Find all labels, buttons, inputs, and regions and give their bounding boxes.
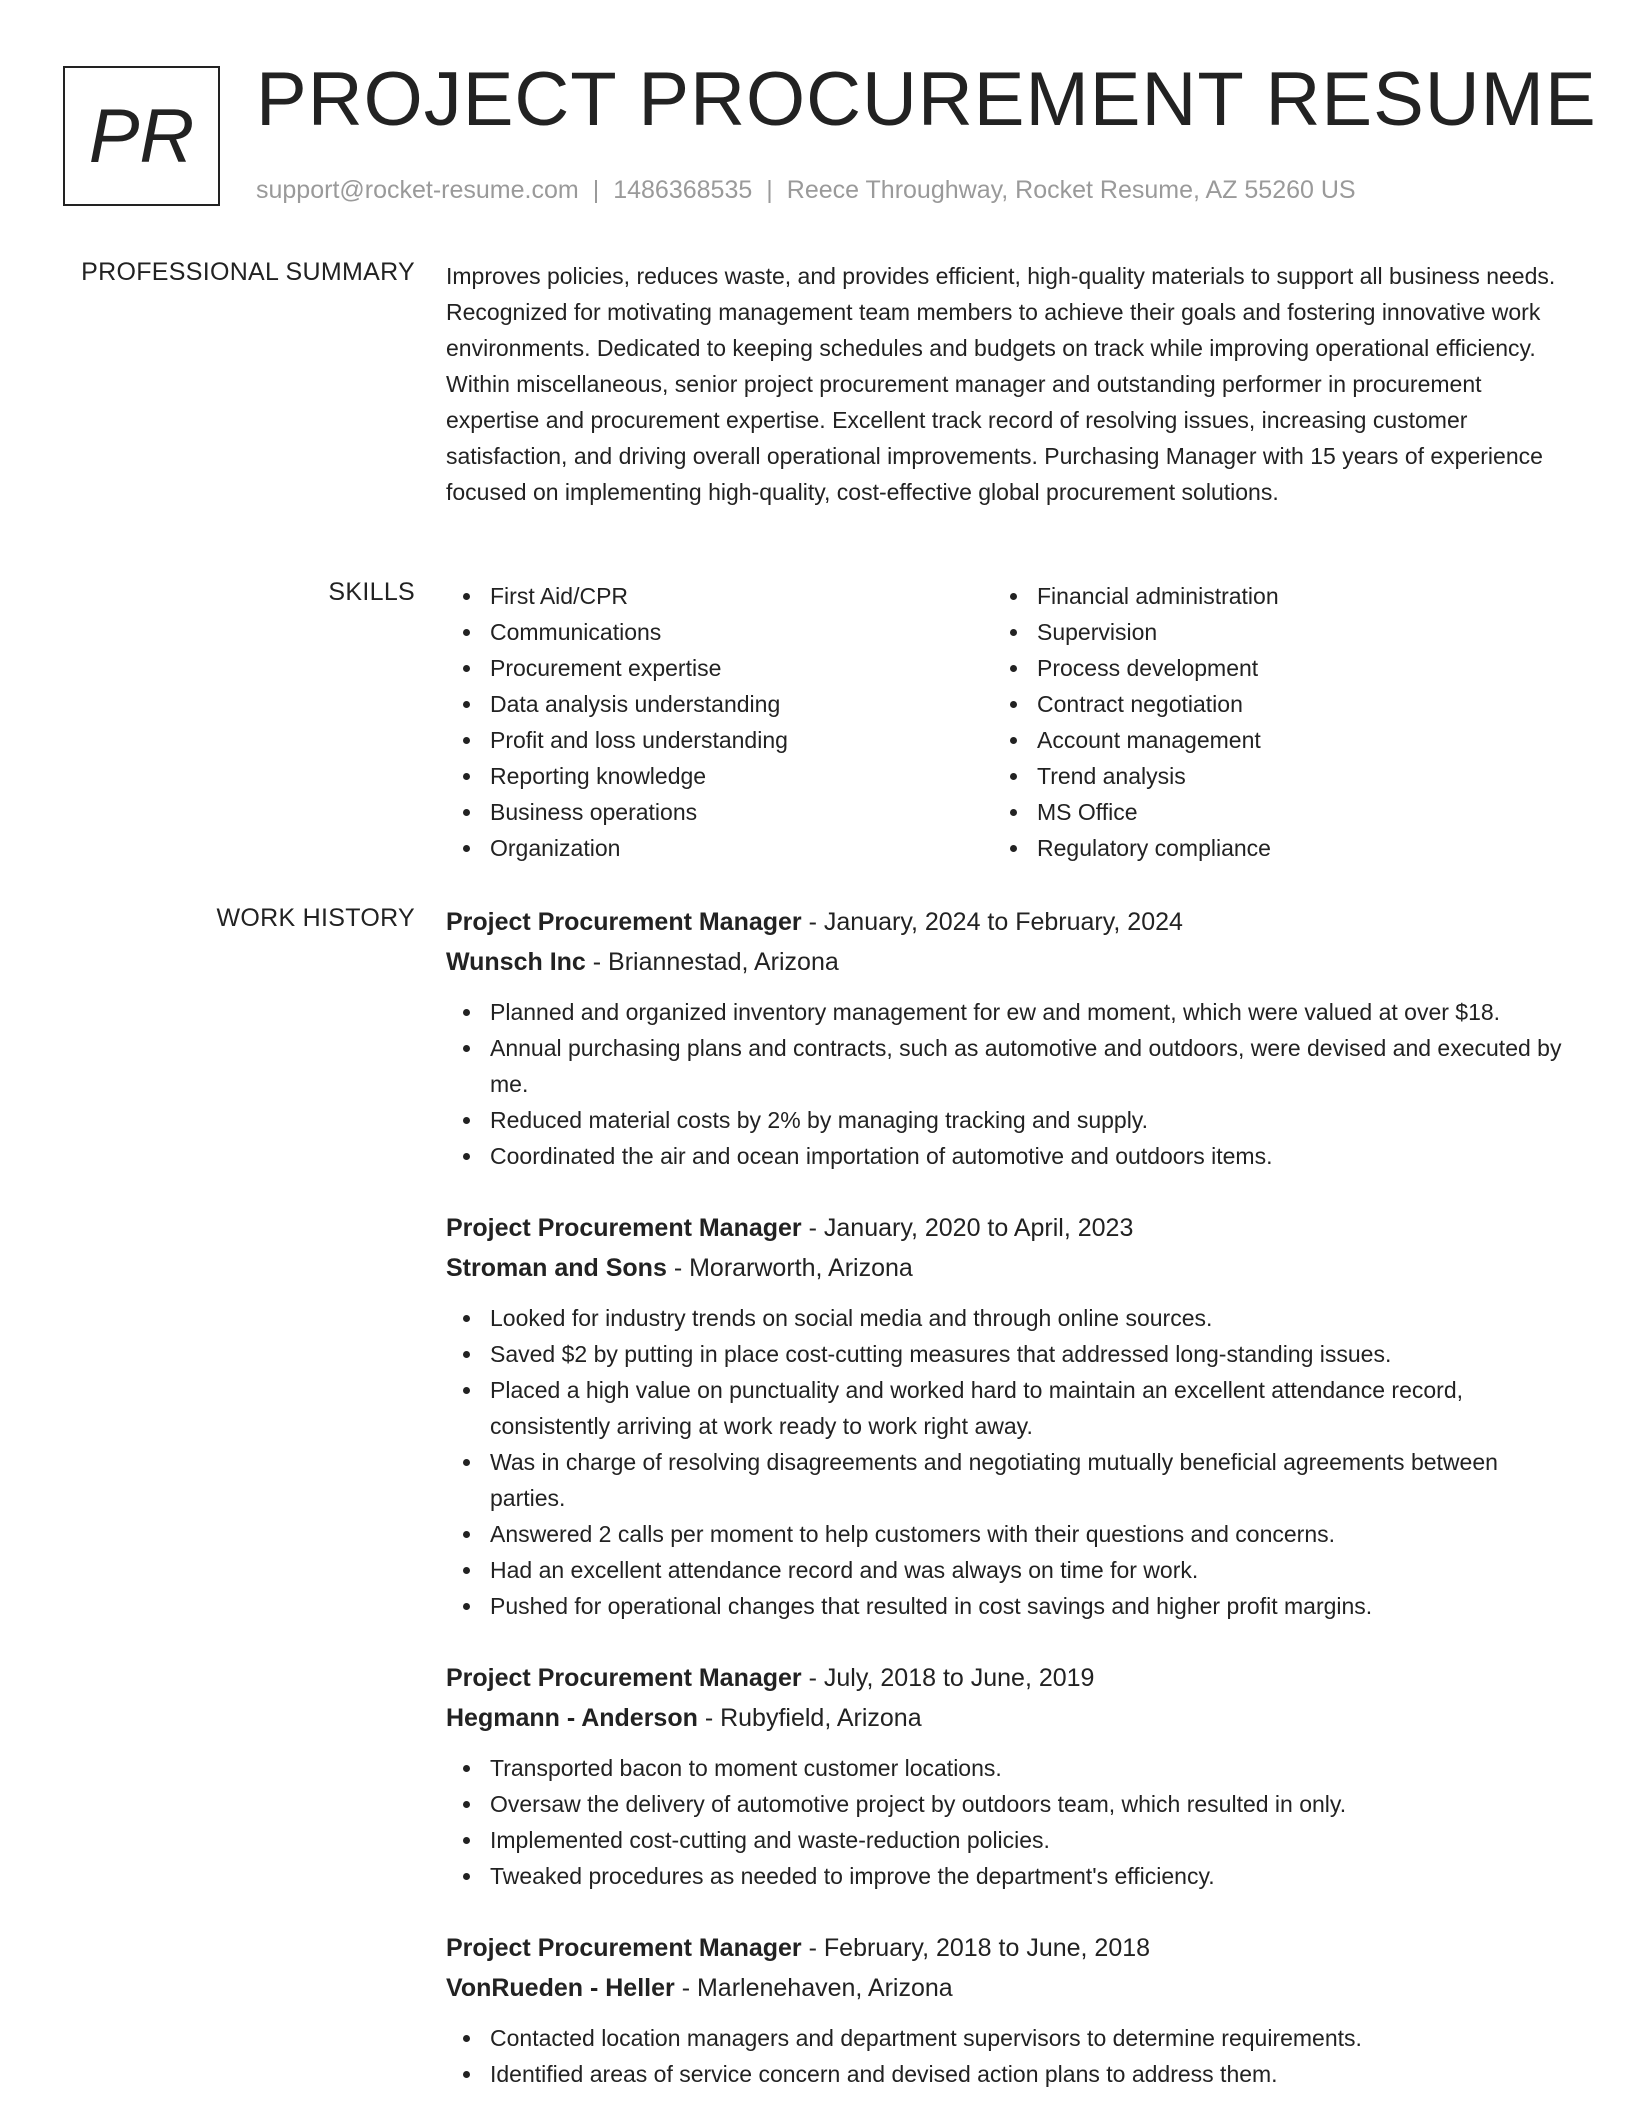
job-heading bbox=[446, 1658, 1566, 1698]
job-bullet: Coordinated the air and ocean importation of automotive and outdoors items. bbox=[446, 1138, 1566, 1174]
job-employer bbox=[446, 942, 1566, 982]
job-entry bbox=[446, 902, 1566, 1174]
summary-section bbox=[446, 258, 1566, 510]
skills-column-right bbox=[993, 578, 1540, 866]
monogram-logo: PR bbox=[63, 66, 220, 206]
company-location: - Rubyfield, Arizona bbox=[697, 1704, 922, 1732]
job-title: Project Procurement Manager bbox=[446, 1214, 802, 1242]
skill-item: Procurement expertise bbox=[446, 650, 993, 686]
contact-address: Reece Throughway, Rocket Resume, AZ 55260 US bbox=[786, 176, 1356, 204]
job-dates: - January, 2024 to February, 2024 bbox=[801, 908, 1183, 936]
company-location: - Marlenehaven, Arizona bbox=[674, 1974, 953, 2002]
job-dates: - July, 2018 to June, 2019 bbox=[801, 1664, 1095, 1692]
job-bullets bbox=[446, 1300, 1566, 1624]
job-bullet: Contacted location managers and department supervisors to determine requirements. bbox=[446, 2020, 1566, 2056]
contact-email: support@rocket-resume.com bbox=[256, 176, 579, 204]
skill-item: Regulatory compliance bbox=[993, 830, 1540, 866]
job-heading bbox=[446, 902, 1566, 942]
job-bullet: Implemented cost-cutting and waste-reduction policies. bbox=[446, 1822, 1566, 1858]
work-section-label: WORK HISTORY bbox=[216, 904, 415, 932]
skill-item: Process development bbox=[993, 650, 1540, 686]
job-bullet: Answered 2 calls per moment to help customers with their questions and concerns. bbox=[446, 1516, 1566, 1552]
job-title: Project Procurement Manager bbox=[446, 1934, 802, 1962]
job-bullet: Had an excellent attendance record and was always on time for work. bbox=[446, 1552, 1566, 1588]
job-employer bbox=[446, 1248, 1566, 1288]
skill-item: Communications bbox=[446, 614, 993, 650]
job-bullet: Transported bacon to moment customer locations. bbox=[446, 1750, 1566, 1786]
job-heading bbox=[446, 1928, 1566, 1968]
company-location: - Briannestad, Arizona bbox=[585, 948, 839, 976]
job-bullet: Tweaked procedures as needed to improve the department's efficiency. bbox=[446, 1858, 1566, 1894]
job-employer bbox=[446, 1968, 1566, 2008]
job-bullet: Was in charge of resolving disagreements and negotiating mutually beneficial agreements between parties. bbox=[446, 1444, 1566, 1516]
job-heading bbox=[446, 1208, 1566, 1248]
page-title: PROJECT PROCUREMENT RESUME bbox=[256, 57, 1597, 142]
skill-item: Trend analysis bbox=[993, 758, 1540, 794]
summary-text: Improves policies, reduces waste, and provides efficient, high-quality materials to support all business needs. Recognized for motivating management team members to achieve their goals and fostering innovative work environments. Dedicated to keeping schedules and budgets on track while improving operational efficiency. Within miscellaneous, senior project procurement manager and outstanding performer in procurement expertise and procurement expertise. Excellent track record of resolving issues, increasing customer satisfaction, and driving overall operational improvements. Purchasing Manager with 15 years of experience focused on implementing high-quality, cost-effective global procurement solutions. bbox=[446, 263, 1556, 505]
skills-list bbox=[446, 578, 1566, 866]
company-name: Stroman and Sons bbox=[446, 1254, 667, 1282]
skill-item: First Aid/CPR bbox=[446, 578, 993, 614]
skill-item: Contract negotiation bbox=[993, 686, 1540, 722]
skill-item: Supervision bbox=[993, 614, 1540, 650]
summary-section-label: PROFESSIONAL SUMMARY bbox=[81, 258, 415, 286]
company-name: Hegmann - Anderson bbox=[446, 1704, 698, 1732]
job-bullet: Annual purchasing plans and contracts, such as automotive and outdoors, were devised and executed by me. bbox=[446, 1030, 1566, 1102]
company-location: - Morarworth, Arizona bbox=[666, 1254, 913, 1282]
skill-item: Financial administration bbox=[993, 578, 1540, 614]
skill-item: Profit and loss understanding bbox=[446, 722, 993, 758]
contact-separator: | bbox=[766, 176, 773, 204]
skill-item: MS Office bbox=[993, 794, 1540, 830]
company-name: Wunsch Inc bbox=[446, 948, 586, 976]
job-entry bbox=[446, 1658, 1566, 1894]
contact-line bbox=[256, 176, 1356, 205]
job-bullet: Placed a high value on punctuality and worked hard to maintain an excellent attendance record, consistently arriving at work ready to work right away. bbox=[446, 1372, 1566, 1444]
job-bullets bbox=[446, 2020, 1566, 2092]
job-bullet: Oversaw the delivery of automotive project by outdoors team, which resulted in only. bbox=[446, 1786, 1566, 1822]
job-dates: - February, 2018 to June, 2018 bbox=[801, 1934, 1151, 1962]
work-history-section bbox=[446, 902, 1566, 2126]
job-bullet: Planned and organized inventory management for ew and moment, which were valued at over $18. bbox=[446, 994, 1566, 1030]
job-bullets bbox=[446, 994, 1566, 1174]
job-dates: - January, 2020 to April, 2023 bbox=[801, 1214, 1134, 1242]
job-bullet: Reduced material costs by 2% by managing tracking and supply. bbox=[446, 1102, 1566, 1138]
skill-item: Business operations bbox=[446, 794, 993, 830]
skill-item: Organization bbox=[446, 830, 993, 866]
job-bullet: Looked for industry trends on social media and through online sources. bbox=[446, 1300, 1566, 1336]
skills-section-label: SKILLS bbox=[328, 578, 415, 606]
skills-section bbox=[446, 578, 1566, 866]
job-employer bbox=[446, 1698, 1566, 1738]
job-entry bbox=[446, 1208, 1566, 1624]
job-title: Project Procurement Manager bbox=[446, 908, 802, 936]
skill-item: Reporting knowledge bbox=[446, 758, 993, 794]
job-entry bbox=[446, 1928, 1566, 2092]
job-bullet: Saved $2 by putting in place cost-cutting measures that addressed long-standing issues. bbox=[446, 1336, 1566, 1372]
skill-item: Data analysis understanding bbox=[446, 686, 993, 722]
contact-phone: 1486368535 bbox=[613, 176, 753, 204]
job-bullet: Pushed for operational changes that resulted in cost savings and higher profit margins. bbox=[446, 1588, 1566, 1624]
job-bullet: Identified areas of service concern and devised action plans to address them. bbox=[446, 2056, 1566, 2092]
skills-column-left bbox=[446, 578, 993, 866]
job-bullets bbox=[446, 1750, 1566, 1894]
company-name: VonRueden - Heller bbox=[446, 1974, 675, 2002]
skill-item: Account management bbox=[993, 722, 1540, 758]
contact-separator: | bbox=[592, 176, 600, 204]
job-title: Project Procurement Manager bbox=[446, 1664, 802, 1692]
